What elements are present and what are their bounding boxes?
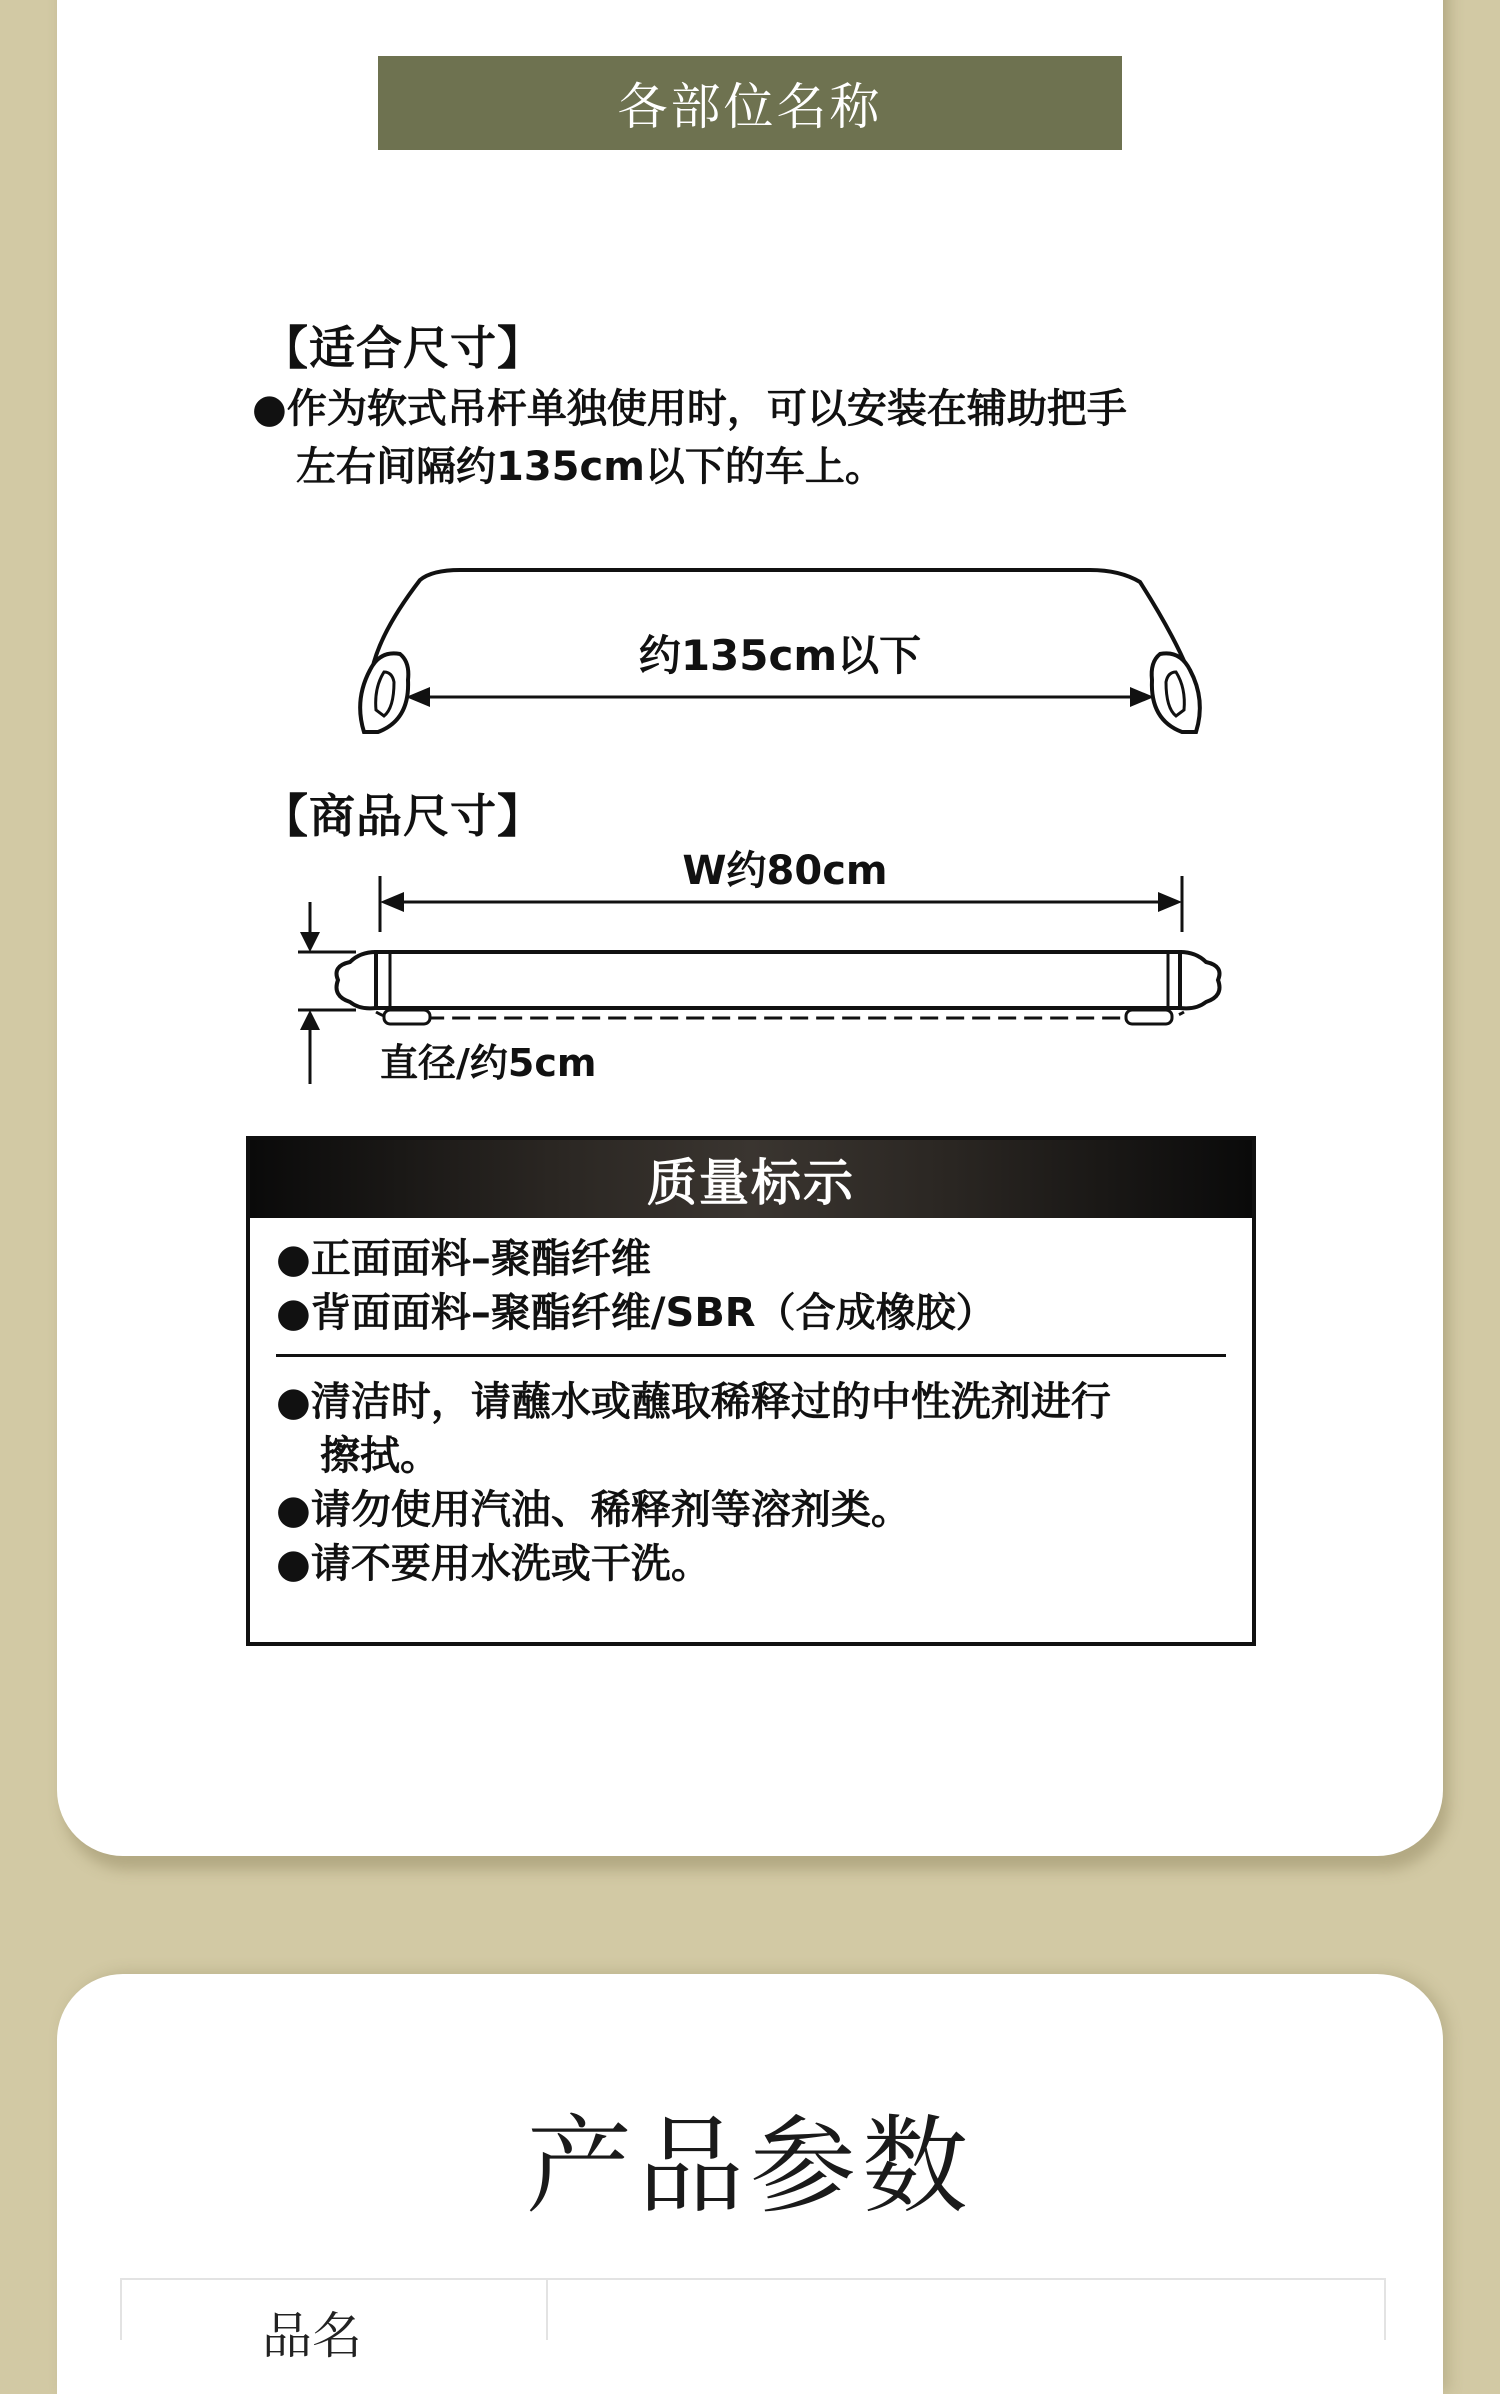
fit-size-diagram: [350, 560, 1210, 740]
care-item-wash: ●请不要用水洗或干洗。: [276, 1541, 711, 1587]
quality-materials: [250, 1218, 1252, 1340]
material-item-back: ●背面面料–聚酯纤维/SBR（合成橡胶）: [276, 1290, 996, 1336]
product-size-heading: 【商品尺寸】: [262, 789, 544, 843]
divider: [276, 1354, 1226, 1357]
fit-size-line-1: ●作为软式吊杆单独使用时，可以安装在辅助把手: [252, 386, 1127, 432]
section-title: 各部位名称: [617, 78, 883, 136]
soft-rod-icon: [337, 952, 1220, 1024]
quality-care: [250, 1375, 1252, 1591]
params-title: 产品参数: [526, 2105, 974, 2228]
params-table: [120, 2278, 1386, 2365]
span-label: 约135cm以下: [638, 631, 922, 680]
diameter-label: 直径/约5cm: [380, 1041, 597, 1085]
care-item-clean-1: ●清洁时，请蘸水或蘸取稀释过的中性洗剂进行: [276, 1379, 1111, 1425]
fit-size-heading: 【适合尺寸】: [262, 321, 544, 375]
fit-size-line-2: 左右间隔约135cm以下的车上。: [296, 444, 885, 490]
right-grab-handle-icon: [1152, 653, 1200, 732]
params-row-label: 品名: [262, 2307, 362, 2365]
bullet-icon: ●: [252, 386, 287, 432]
care-item-clean-2: 擦拭。: [320, 1433, 440, 1479]
fit-size-description: [252, 380, 1272, 496]
material-item-front: ●正面面料–聚酯纤维: [276, 1236, 651, 1282]
quality-label-box: [246, 1136, 1256, 1646]
quality-title: 质量标示: [250, 1140, 1252, 1218]
product-size-diagram: [280, 840, 1260, 1090]
span-arrow: [406, 687, 1154, 707]
left-grab-handle-icon: [360, 653, 408, 732]
width-label: W约80cm: [682, 848, 888, 894]
care-item-solvent: ●请勿使用汽油、稀释剂等溶剂类。: [276, 1487, 911, 1533]
table-column-divider: [546, 2280, 548, 2340]
section-title-bar: [378, 56, 1122, 150]
